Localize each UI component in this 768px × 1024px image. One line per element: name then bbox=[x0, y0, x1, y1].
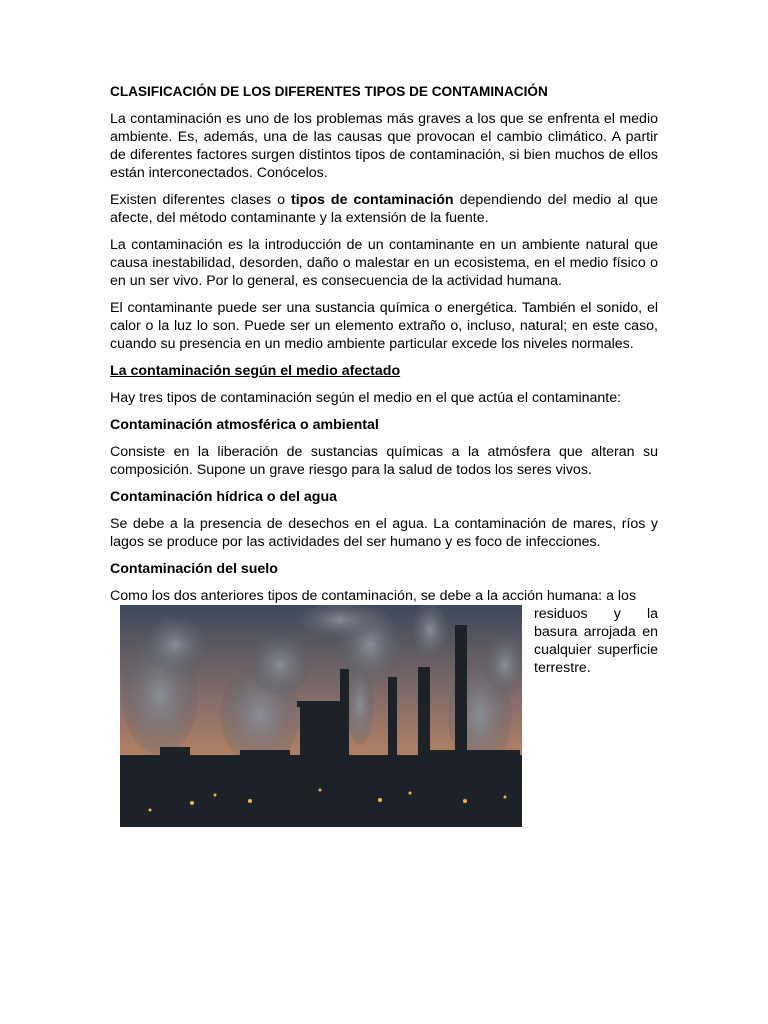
document-title: CLASIFICACIÓN DE LOS DIFERENTES TIPOS DE CONTAMINACIÓN bbox=[110, 84, 548, 99]
type-heading-water: Contaminación hídrica o del agua bbox=[110, 489, 338, 505]
industrial-smokestacks-photo bbox=[120, 605, 522, 827]
intro-paragraph: La contaminación es uno de los problemas más graves a los que se enfrenta el medio ambiente. Es, además, una de las causas que provocan el cambio climático. A partir de diferentes factores surgen distintos tipos de contaminación, si bien muchos de ellos están interconectados. Conócelos. bbox=[110, 111, 658, 181]
type-heading-soil: Contaminación del suelo bbox=[110, 561, 278, 577]
type-text-water: Se debe a la presencia de desechos en el agua. La contaminación de mares, ríos y lagos se produce por las actividades del ser humano y es foco de infecciones. bbox=[110, 516, 658, 550]
document-page bbox=[110, 83, 658, 827]
classes-text-bold: tipos de contaminación bbox=[291, 192, 454, 208]
pollutant-paragraph: El contaminante puede ser una sustancia química o energética. También el sonido, el calor o la luz lo son. Puede ser un elemento extraño o, incluso, natural; en este caso, cuando su presencia en un medio ambiente particular excede los niveles normales. bbox=[110, 300, 658, 352]
section-heading: La contaminación según el medio afectado bbox=[110, 363, 401, 379]
type-text-atmospheric: Consiste en la liberación de sustancias químicas a la atmósfera que alteran su composición. Supone un grave riesgo para la salud de todos los seres vivos. bbox=[110, 444, 658, 478]
smokestacks-image bbox=[120, 605, 522, 827]
definition-paragraph: La contaminación es la introducción de un contaminante en un ambiente natural que causa inestabilidad, desorden, daño o malestar en un ecosistema, en el medio físico o en un ser vivo. Por lo general, es consecuencia de la actividad humana. bbox=[110, 237, 658, 289]
section-intro: Hay tres tipos de contaminación según el medio en el que actúa el contaminante: bbox=[110, 390, 622, 406]
factory-silhouette bbox=[120, 747, 522, 827]
classes-paragraph bbox=[110, 191, 658, 227]
classes-text-after: dependiendo del medio al que afecte, del método contaminante y la extensión de la fuente. bbox=[110, 192, 659, 226]
type-text-soil-rest: residuos y la basura arrojada en cualquier superficie terrestre. bbox=[534, 606, 658, 676]
classes-text-before: Existen diferentes clases o bbox=[110, 192, 291, 208]
type-text-soil-first-line: Como los dos anteriores tipos de contaminación, se debe a la acción humana: a los bbox=[110, 588, 637, 604]
type-heading-atmospheric: Contaminación atmosférica o ambiental bbox=[110, 417, 379, 433]
